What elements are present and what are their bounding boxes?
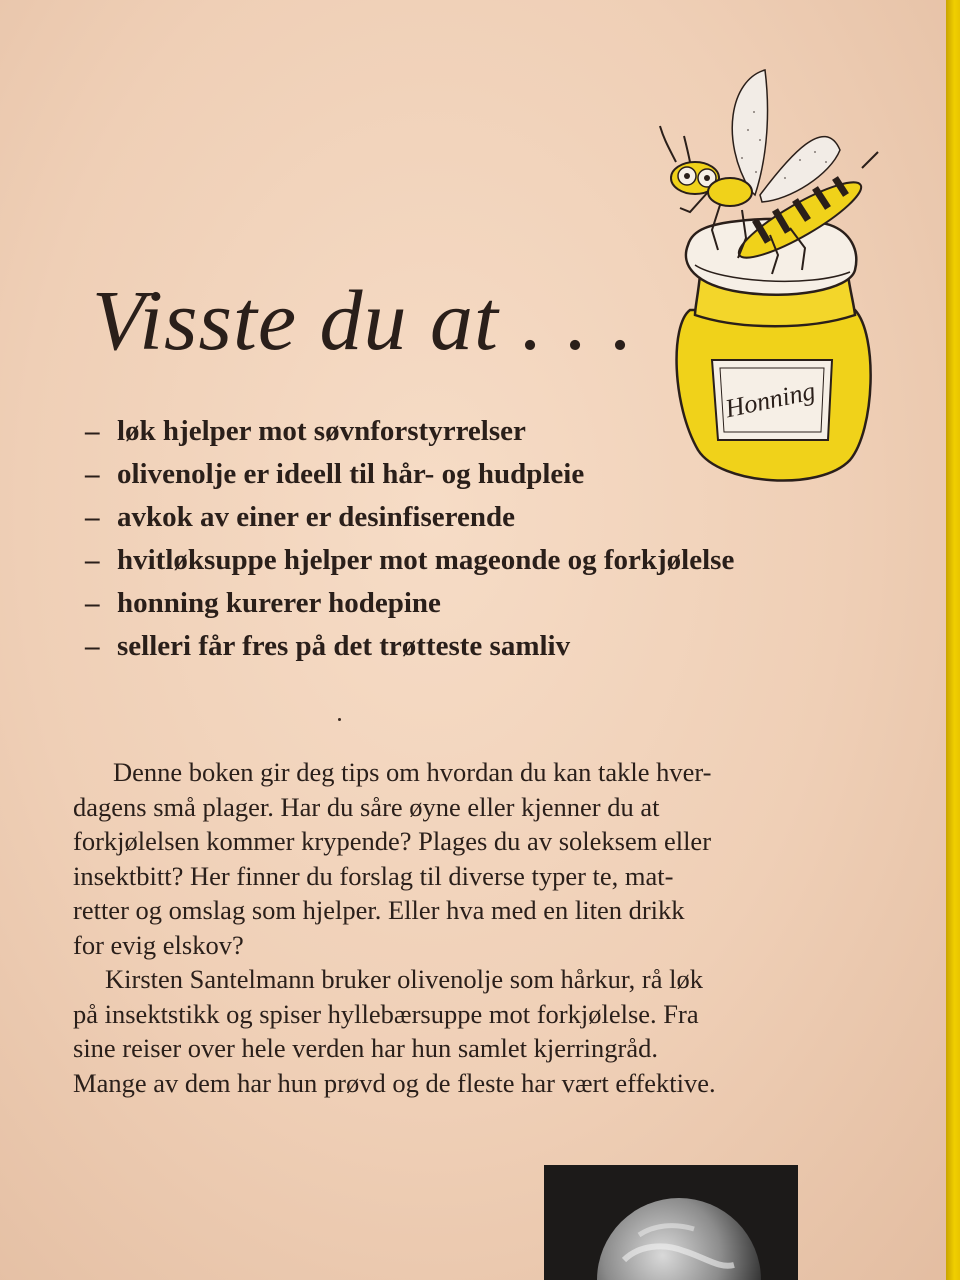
fact-text: avkok av einer er desinfiserende bbox=[117, 501, 515, 533]
blurb-paragraph-1: Denne boken gir deg tips om hvordan du kan takle hver- dagens små plager. Har du såre øyne eller kjenner du at forkjølelsen kommer krypende? Plages du av soleksem eller insektbitt? Her finner du forslag til diverse typer te, mat- retter og omslag som hjelper. Eller hva med en liten drikk for evig elskov? bbox=[73, 757, 712, 960]
fact-text: olivenolje er ideell til hår- og hudpleie bbox=[117, 458, 585, 490]
dash-bullet: – bbox=[85, 544, 100, 576]
fact-text: honning kurerer hodepine bbox=[117, 587, 441, 619]
bee-wings bbox=[732, 70, 840, 202]
facts-list bbox=[85, 410, 734, 668]
list-item bbox=[85, 582, 734, 625]
earth-photo bbox=[544, 1165, 798, 1280]
dash-bullet: – bbox=[85, 458, 100, 490]
fact-text: selleri får fres på det trøtteste samliv bbox=[117, 630, 571, 662]
blurb-paragraph-2: Kirsten Santelmann bruker olivenolje som hårkur, rå løk på insektstikk og spiser hyllebærsuppe mot forkjølelse. Fra sine reiser over hele verden har hun samlet kjerringråd. Mange av dem har hun prøvd og de fleste har vært effektive. bbox=[73, 964, 716, 1098]
list-item bbox=[85, 410, 734, 453]
honning-label bbox=[712, 360, 832, 440]
jar-label-text: Honning bbox=[722, 376, 818, 424]
ink-speck bbox=[338, 718, 341, 721]
list-item bbox=[85, 453, 734, 496]
blurb-text bbox=[73, 755, 853, 1100]
list-item bbox=[85, 496, 734, 539]
dash-bullet: – bbox=[85, 501, 100, 533]
fact-text: løk hjelper mot søvnforstyrrelser bbox=[117, 415, 526, 447]
list-item bbox=[85, 625, 734, 668]
dash-bullet: – bbox=[85, 415, 100, 447]
page-heading: Visste du at . . . bbox=[92, 272, 634, 368]
fact-text: hvitløksuppe hjelper mot mageonde og forkjølelse bbox=[117, 544, 735, 576]
list-item bbox=[85, 539, 734, 582]
dash-bullet: – bbox=[85, 630, 100, 662]
yellow-page-edge bbox=[946, 0, 960, 1280]
dash-bullet: – bbox=[85, 587, 100, 619]
bee-on-honey-jar-illustration bbox=[650, 60, 890, 510]
